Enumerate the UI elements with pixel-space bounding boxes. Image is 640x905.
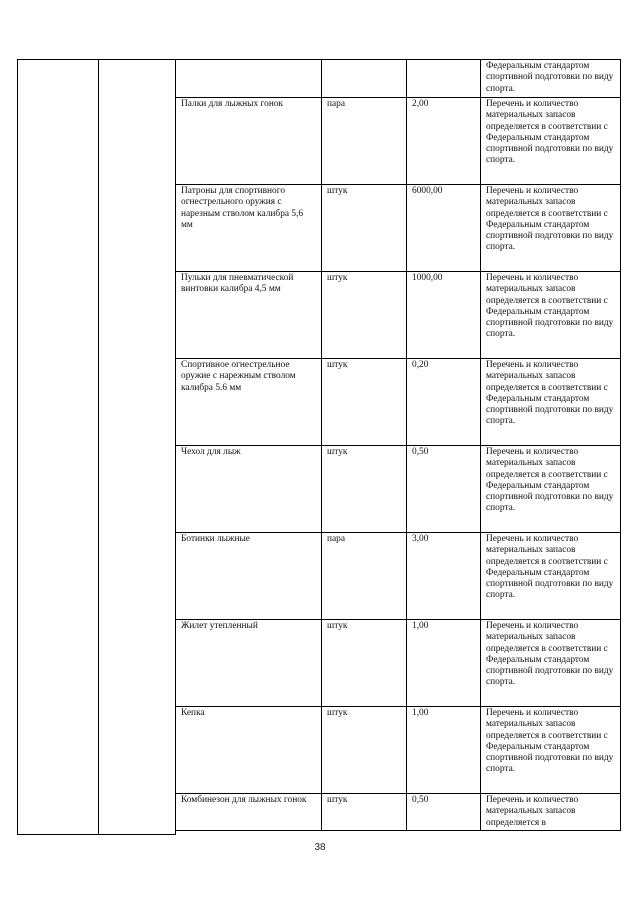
quantity-cell: 0,50	[407, 446, 481, 533]
note-cell: Перечень и количество материальных запасов определяется в соответствии с Федеральным стандартом спортивной подготовки по виду спорта.	[481, 620, 621, 707]
quantity-cell: 2,00	[407, 98, 481, 185]
note-cell: Перечень и количество материальных запасов определяется в соответствии с Федеральным стандартом спортивной подготовки по виду спорта.	[481, 533, 621, 620]
unit-cell: штук	[322, 446, 407, 533]
quantity-cell: 1,00	[407, 620, 481, 707]
note-cell: Перечень и количество материальных запасов определяется в соответствии с Федеральным стандартом спортивной подготовки по виду спорта.	[481, 707, 621, 794]
note-cell: Перечень и количество материальных запасов определяется в соответствии с Федеральным стандартом спортивной подготовки по виду спорта.	[481, 185, 621, 272]
blank-column-2	[99, 60, 176, 835]
page-number: 38	[314, 842, 326, 853]
item-name-cell: Кепка	[176, 707, 322, 794]
note-cell: Перечень и количество материальных запасов определяется в соответствии с Федеральным стандартом спортивной подготовки по виду спорта.	[481, 359, 621, 446]
unit-cell	[322, 60, 407, 98]
item-name-cell: Пульки для пневматической винтовки калибра 4,5 мм	[176, 272, 322, 359]
unit-cell: штук	[322, 359, 407, 446]
note-cell: Перечень и количество материальных запасов определяется в	[481, 794, 621, 831]
table-row	[18, 60, 621, 98]
item-name-cell: Жилет утепленный	[176, 620, 322, 707]
item-name-cell: Ботинки лыжные	[176, 533, 322, 620]
quantity-cell: 0,20	[407, 359, 481, 446]
unit-cell: пара	[322, 98, 407, 185]
quantity-cell: 3,00	[407, 533, 481, 620]
item-name-cell: Палки для лыжных гонок	[176, 98, 322, 185]
unit-cell: штук	[322, 272, 407, 359]
quantity-cell: 6000,00	[407, 185, 481, 272]
item-name-cell: Чехол для лыж	[176, 446, 322, 533]
quantity-cell: 1,00	[407, 707, 481, 794]
item-name-cell	[176, 60, 322, 98]
unit-cell: штук	[322, 185, 407, 272]
unit-cell: пара	[322, 533, 407, 620]
unit-cell: штук	[322, 794, 407, 831]
item-name-cell: Комбинезон для лыжных гонок	[176, 794, 322, 831]
unit-cell: штук	[322, 707, 407, 794]
item-name-cell: Спортивное огнестрельное оружие с нарежным стволом калибра 5.6 мм	[176, 359, 322, 446]
note-cell: Перечень и количество материальных запасов определяется в соответствии с Федеральным стандартом спортивной подготовки по виду спорта.	[481, 98, 621, 185]
quantity-cell: 0,50	[407, 794, 481, 831]
note-cell: Федеральным стандартом спортивной подготовки по виду спорта.	[481, 60, 621, 98]
note-cell: Перечень и количество материальных запасов определяется в соответствии с Федеральным стандартом спортивной подготовки по виду спорта.	[481, 446, 621, 533]
materials-table	[17, 59, 621, 835]
blank-column-1	[18, 60, 99, 835]
quantity-cell: 1000,00	[407, 272, 481, 359]
item-name-cell: Патроны для спортивного огнестрельного оружия с нарезным стволом калибра 5,6 мм	[176, 185, 322, 272]
unit-cell: штук	[322, 620, 407, 707]
note-cell: Перечень и количество материальных запасов определяется в соответствии с Федеральным стандартом спортивной подготовки по виду спорта.	[481, 272, 621, 359]
quantity-cell	[407, 60, 481, 98]
